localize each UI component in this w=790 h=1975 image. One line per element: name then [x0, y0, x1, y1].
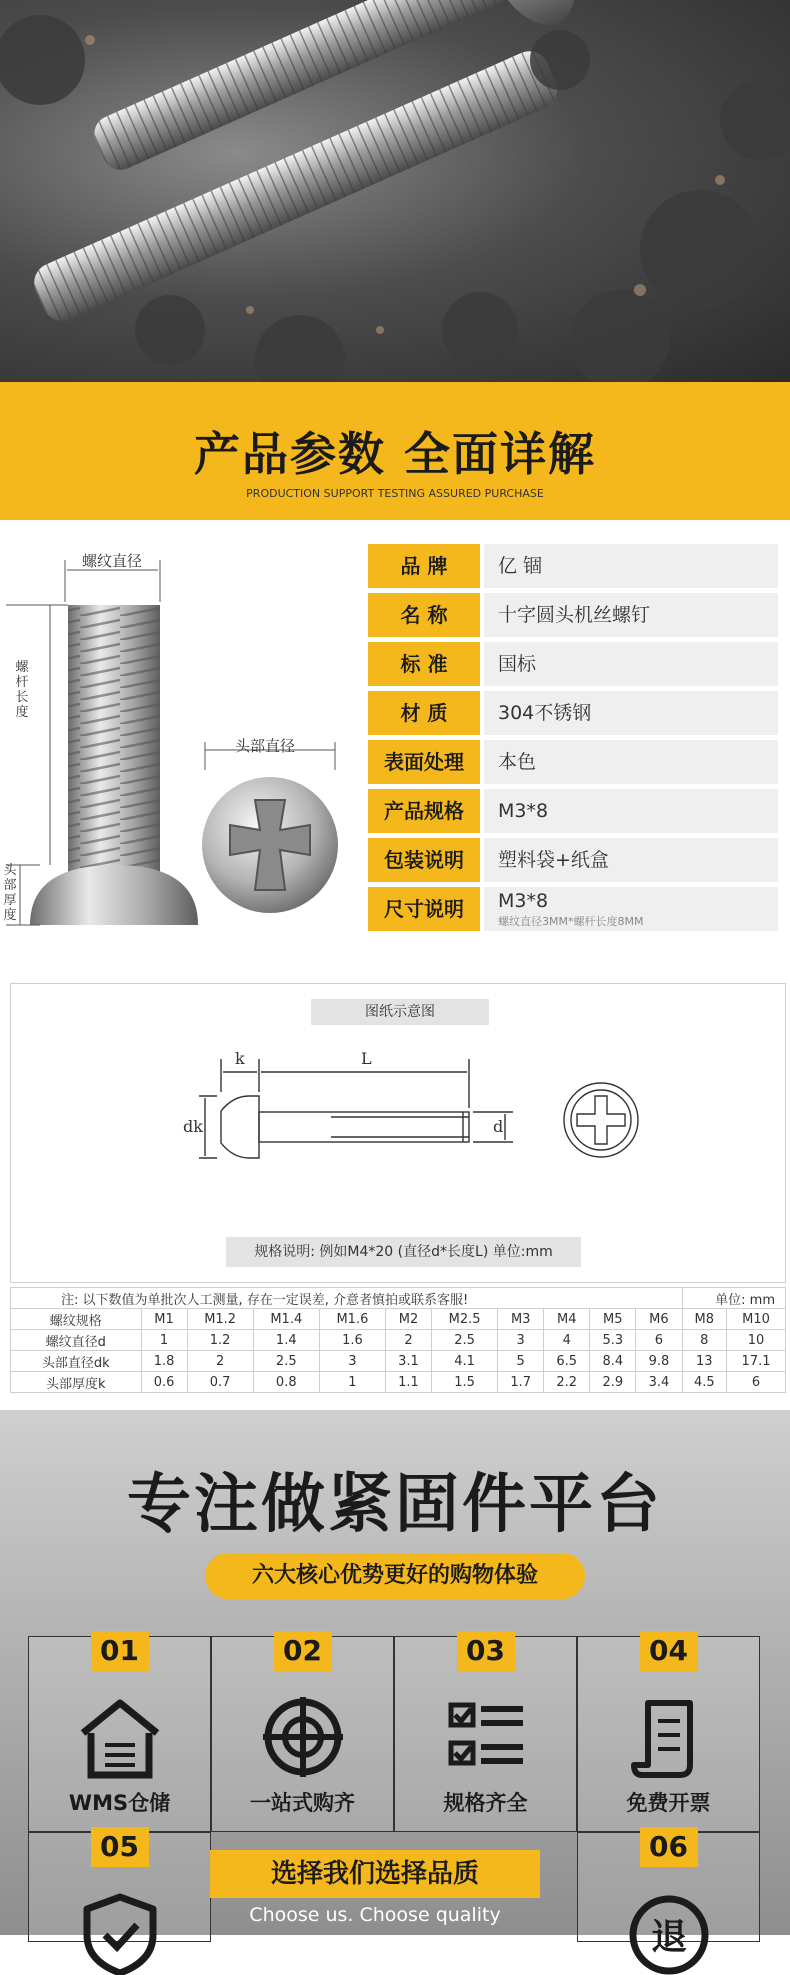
param-value: 本色 — [484, 740, 778, 784]
advantages-title: 专注做紧固件平台 — [127, 1468, 663, 1542]
table-cell: 螺纹直径d — [11, 1330, 142, 1351]
feature-number: 05 — [91, 1827, 149, 1867]
advantages-section — [0, 1410, 790, 1958]
table-cell: 5 — [498, 1351, 544, 1372]
table-cell: 3 — [498, 1330, 544, 1351]
param-value-main: M3*8 — [498, 890, 549, 912]
param-row-size — [368, 887, 778, 931]
size-table-unit: 单位: mm — [682, 1288, 785, 1309]
param-value-note: 螺纹直径3MM*螺杆长度8MM — [498, 915, 644, 928]
table-header: M5 — [590, 1309, 636, 1330]
table-cell: 9.8 — [636, 1351, 682, 1372]
table-cell: 1.2 — [187, 1330, 253, 1351]
param-row-packaging — [368, 838, 778, 882]
table-cell: 1.4 — [253, 1330, 319, 1351]
choose-us-subtitle: Choose us. Choose quality — [249, 1904, 501, 1926]
table-header: M2.5 — [432, 1309, 498, 1330]
params-banner-title: 产品参数 全面详解 — [193, 427, 596, 481]
param-row-spec — [368, 789, 778, 833]
table-header: M1.4 — [253, 1309, 319, 1330]
table-cell: 3 — [319, 1351, 385, 1372]
table-header: M6 — [636, 1309, 682, 1330]
param-key: 包装说明 — [368, 838, 480, 882]
table-cell: 2.5 — [432, 1330, 498, 1351]
table-cell: 0.7 — [187, 1372, 253, 1393]
table-cell: 13 — [682, 1351, 727, 1372]
params-banner — [0, 382, 790, 520]
table-cell: 1.5 — [432, 1372, 498, 1393]
drawing-label-dk: dk — [183, 1117, 203, 1136]
table-cell: 6 — [636, 1330, 682, 1351]
thread-diameter-label: 螺纹直径 — [82, 552, 143, 570]
size-table — [10, 1287, 786, 1393]
size-table-note: 注: 以下数值为单批次人工测量, 存在一定误差, 介意者慎拍或联系客服! — [11, 1288, 683, 1309]
advantages-pill: 六大核心优势更好的购物体验 — [205, 1553, 585, 1599]
table-cell: 4 — [544, 1330, 590, 1351]
table-cell: 6.5 — [544, 1351, 590, 1372]
table-cell: 0.6 — [141, 1372, 187, 1393]
table-cell: 4.1 — [432, 1351, 498, 1372]
param-value: 304不锈钢 — [484, 691, 778, 735]
feature-number: 04 — [640, 1631, 698, 1671]
table-cell: 头部厚度k — [11, 1372, 142, 1393]
param-value: M3*8 — [484, 789, 778, 833]
feature-number: 02 — [274, 1631, 332, 1671]
head-thickness-label: 头部厚度 — [3, 863, 17, 923]
size-table-header-row — [11, 1309, 786, 1330]
product-params-section — [0, 520, 790, 960]
param-key: 名 称 — [368, 593, 480, 637]
param-row-name — [368, 593, 778, 637]
table-header: M1.6 — [319, 1309, 385, 1330]
param-key: 产品规格 — [368, 789, 480, 833]
feature-number: 01 — [91, 1631, 149, 1671]
choose-us-button[interactable]: 选择我们选择品质 — [210, 1850, 540, 1898]
table-cell: 2.5 — [253, 1351, 319, 1372]
table-header: M1.2 — [187, 1309, 253, 1330]
drawing-label-L: L — [361, 1049, 372, 1068]
drawing-label-k: k — [235, 1049, 245, 1068]
param-value: 国标 — [484, 642, 778, 686]
table-cell: 8 — [682, 1330, 727, 1351]
feature-label: 免费开票 — [626, 1791, 711, 1815]
table-cell: 1.7 — [498, 1372, 544, 1393]
drawing-spec-note: 规格说明: 例如M4*20 (直径d*长度L) 单位:mm — [226, 1237, 581, 1267]
table-cell: 5.3 — [590, 1330, 636, 1351]
table-cell: 1.6 — [319, 1330, 385, 1351]
feature-label: 规格齐全 — [443, 1791, 528, 1815]
param-key: 表面处理 — [368, 740, 480, 784]
choose-us-block — [210, 1850, 540, 1926]
table-header: M2 — [385, 1309, 431, 1330]
table-header: M1 — [141, 1309, 187, 1330]
table-header: 螺纹规格 — [11, 1309, 142, 1330]
feature-card-06 — [577, 1830, 760, 1958]
hero-screw-photo — [0, 0, 790, 382]
return-icon — [624, 1891, 714, 1975]
param-value — [484, 887, 778, 931]
feature-card-03 — [394, 1636, 577, 1832]
feature-card-02 — [211, 1636, 394, 1832]
invoice-icon — [624, 1695, 714, 1779]
param-key: 标 准 — [368, 642, 480, 686]
param-row-finish — [368, 740, 778, 784]
table-cell: 1.1 — [385, 1372, 431, 1393]
technical-drawing — [10, 983, 786, 1283]
table-cell: 17.1 — [727, 1351, 786, 1372]
table-row — [11, 1372, 786, 1393]
head-diameter-label: 头部直径 — [235, 737, 296, 755]
drawing-title: 图纸示意图 — [311, 999, 489, 1025]
table-cell: 4.5 — [682, 1372, 727, 1393]
warehouse-icon — [75, 1695, 165, 1779]
table-cell: 3.1 — [385, 1351, 431, 1372]
return-glyph: 退 — [650, 1917, 687, 1958]
param-key: 品 牌 — [368, 544, 480, 588]
hero-screws-illustration — [0, 0, 790, 382]
params-banner-subtitle: PRODUCTION SUPPORT TESTING ASSURED PURCHASE — [246, 487, 544, 500]
params-table — [368, 544, 778, 936]
feature-card-04 — [577, 1636, 760, 1832]
table-header: M8 — [682, 1309, 727, 1330]
table-cell: 6 — [727, 1372, 786, 1393]
param-row-material — [368, 691, 778, 735]
table-cell: 8.4 — [590, 1351, 636, 1372]
feature-number: 03 — [457, 1631, 515, 1671]
param-key: 尺寸说明 — [368, 887, 480, 931]
shield-check-icon — [75, 1891, 165, 1975]
screw-dimension-image — [0, 520, 360, 960]
checklist-icon — [441, 1695, 531, 1779]
table-cell: 2 — [385, 1330, 431, 1351]
table-cell: 2.9 — [590, 1372, 636, 1393]
param-value: 亿 锢 — [484, 544, 778, 588]
drawing-label-d: d — [493, 1117, 504, 1136]
feature-label: WMS仓储 — [68, 1791, 171, 1815]
table-header: M10 — [727, 1309, 786, 1330]
target-icon — [258, 1695, 348, 1779]
feature-card-01 — [28, 1636, 211, 1832]
table-cell: 1.8 — [141, 1351, 187, 1372]
table-header: M3 — [498, 1309, 544, 1330]
table-cell: 3.4 — [636, 1372, 682, 1393]
table-cell: 1 — [141, 1330, 187, 1351]
size-table-note-row — [11, 1288, 786, 1309]
table-cell: 0.8 — [253, 1372, 319, 1393]
table-row — [11, 1330, 786, 1351]
table-cell: 1 — [319, 1372, 385, 1393]
table-header: M4 — [544, 1309, 590, 1330]
table-cell: 10 — [727, 1330, 786, 1351]
param-value: 塑料袋+纸盒 — [484, 838, 778, 882]
param-row-brand — [368, 544, 778, 588]
screw-illustration — [0, 520, 360, 960]
shank-length-label: 螺杆长度 — [15, 660, 29, 720]
param-row-standard — [368, 642, 778, 686]
param-key: 材 质 — [368, 691, 480, 735]
param-value: 十字圆头机丝螺钉 — [484, 593, 778, 637]
table-cell: 2 — [187, 1351, 253, 1372]
table-cell: 头部直径dk — [11, 1351, 142, 1372]
table-row — [11, 1351, 786, 1372]
feature-card-05 — [28, 1832, 211, 1942]
feature-number: 06 — [640, 1827, 698, 1867]
table-cell: 2.2 — [544, 1372, 590, 1393]
feature-label: 一站式购齐 — [250, 1791, 355, 1815]
